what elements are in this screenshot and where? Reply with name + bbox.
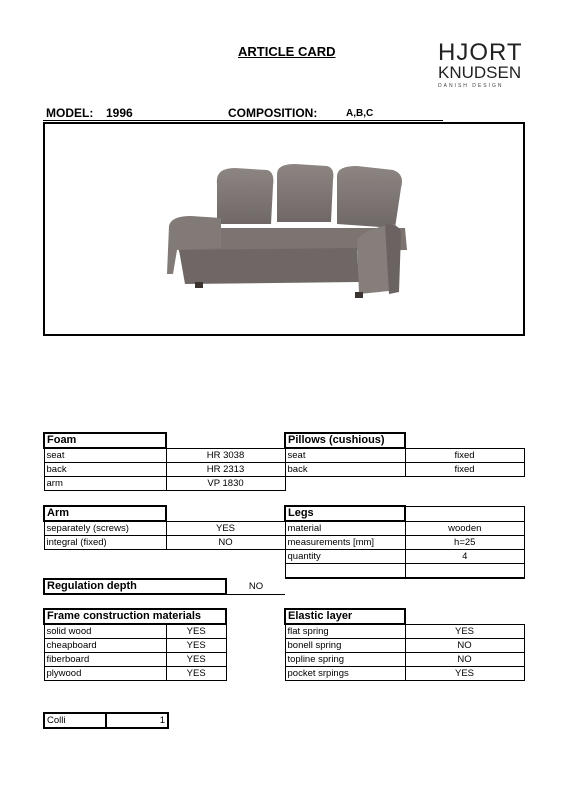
frame-title: Frame construction materials [44,609,226,624]
colli-label: Colli [44,713,106,728]
table-row [44,624,226,639]
foam-value: HR 2313 [166,463,285,477]
table-row [44,521,285,536]
regulation-table [43,578,285,595]
table-row [44,463,285,477]
elastic-value: YES [405,624,524,639]
table-row [285,550,525,564]
frame-value: YES [166,624,226,639]
elastic-title: Elastic layer [285,609,405,624]
elastic-value: NO [405,639,524,653]
legs-label: measurements [mm] [285,536,405,550]
foam-title: Foam [44,433,166,448]
elastic-value: YES [405,667,524,681]
table-row [285,463,524,477]
pillows-value: fixed [405,448,524,463]
logo-line-2: KNUDSEN [438,63,522,82]
arm-label: separately (screws) [44,521,166,536]
foam-value: VP 1830 [166,477,285,491]
legs-label: quantity [285,550,405,564]
table-row [285,521,525,536]
frame-value: YES [166,667,226,681]
arm-value: YES [166,521,285,536]
pillows-label: back [285,463,405,477]
pillows-table [284,432,525,477]
legs-value: h=25 [405,536,525,550]
foam-label: arm [44,477,166,491]
table-row [285,639,524,653]
frame-label: cheapboard [44,639,166,653]
regulation-value: NO [226,579,285,594]
colli-table [43,712,169,729]
logo-line-3: DANISH DESIGN [438,83,504,89]
legs-value: wooden [405,521,525,536]
frame-label: fiberboard [44,653,166,667]
arm-table [43,505,286,550]
sofa-image [45,124,523,334]
regulation-label: Regulation depth [44,579,226,594]
logo-line-1: HJORT [438,39,523,66]
frame-value: YES [166,639,226,653]
colli-value: 1 [106,713,168,728]
table-row [285,667,524,681]
pillows-title: Pillows (cushious) [285,433,405,448]
elastic-label: pocket srpings [285,667,405,681]
elastic-label: flat spring [285,624,405,639]
arm-value: NO [166,536,285,550]
pillows-value: fixed [405,463,524,477]
foam-label: back [44,463,166,477]
table-row [285,624,524,639]
composition-value: A,B,C [346,108,374,119]
frame-label: solid wood [44,624,166,639]
elastic-table [284,608,525,681]
table-row [44,536,285,550]
elastic-value: NO [405,653,524,667]
legs-value: 4 [405,550,525,564]
foam-table [43,432,286,491]
foam-value: HR 3038 [166,448,285,463]
table-row [44,653,226,667]
legs-table [284,505,525,579]
table-row [44,639,226,653]
page-title: ARTICLE CARD [238,44,336,59]
legs-label: material [285,521,405,536]
model-label: MODEL: [46,106,94,120]
arm-label: integral (fixed) [44,536,166,550]
foam-label: seat [44,448,166,463]
table-row [285,653,524,667]
table-row [44,448,285,463]
elastic-label: topline spring [285,653,405,667]
header-rule [43,120,443,121]
legs-title: Legs [285,506,405,521]
frame-table [43,608,227,681]
composition-label: COMPOSITION: [228,106,318,120]
elastic-label: bonell spring [285,639,405,653]
table-row [285,536,525,550]
frame-value: YES [166,653,226,667]
product-photo-frame [43,122,525,336]
brand-logo [438,39,523,89]
frame-label: plywood [44,667,166,681]
model-value: 1996 [106,106,133,120]
pillows-label: seat [285,448,405,463]
table-row [285,448,524,463]
arm-title: Arm [44,506,166,521]
table-row [44,667,226,681]
table-row [44,477,285,491]
